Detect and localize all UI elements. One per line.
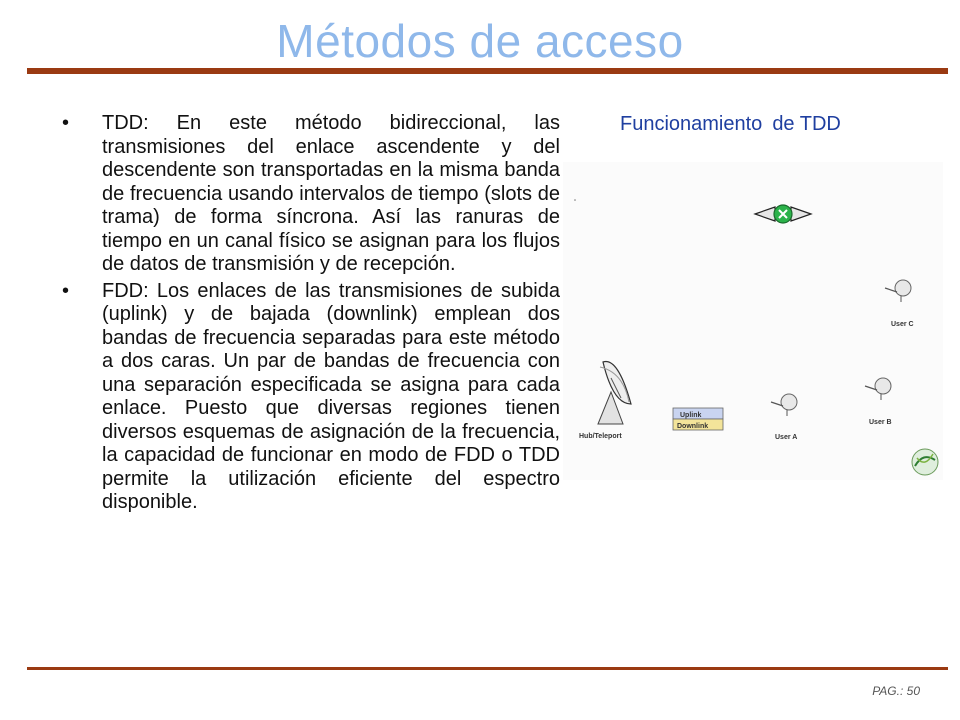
slide-title: Métodos de acceso	[276, 15, 684, 67]
figure-caption-b: de TDD	[772, 113, 841, 135]
user-a-dish-icon	[771, 394, 797, 416]
user-b-dish-icon	[865, 378, 891, 400]
user-c-dish-icon	[885, 280, 911, 302]
bullet-text-tdd: TDD: En este método bidireccional, las transmisiones del enlace ascendente y del descendente son transportadas en la misma banda de frecuencia usando intervalos de tiempo (slots de trama) de forma síncrona. Así las ranuras de tiempo en un canal físico se asignan para los flujos de datos de transmisión y de recepción.	[102, 112, 560, 275]
speck-mark	[574, 199, 576, 201]
bullet-marker: •	[62, 279, 70, 302]
user-a-label: User A	[775, 434, 798, 441]
hub-dish-icon	[598, 362, 631, 424]
logo-icon	[912, 449, 938, 475]
footer-divider	[27, 667, 948, 670]
title-divider	[27, 68, 948, 74]
page-number-value: 50	[906, 684, 920, 698]
page-prefix: PAG.:	[872, 684, 907, 698]
bullet-tdd	[60, 112, 560, 277]
bullet-list	[60, 112, 560, 518]
bullet-text-fdd: FDD: Los enlaces de las transmisiones de subida (uplink) y de bajada (downlink) emplean dos bandas de frecuencia separadas para este método a dos caras. Un par de bandas de frecuencia con una separación especificada se asigna para cada enlace. Puesto que diversas regiones tienen diversos esquemas de asignación de la frecuencia, la capacidad de funcionar en modo de FDD o TDD permite la utilización eficiente del espectro disponible.	[102, 279, 560, 513]
link-legend	[673, 408, 723, 430]
user-c-label: User C	[891, 321, 914, 328]
figure-caption	[620, 113, 841, 136]
bullet-fdd	[60, 280, 560, 515]
satellite-icon	[755, 205, 811, 223]
user-b-label: User B	[869, 419, 892, 426]
page-number	[872, 684, 920, 698]
hub-label: Hub/Teleport	[579, 433, 622, 440]
bullet-marker: •	[62, 112, 70, 134]
tdd-diagram	[563, 162, 943, 480]
uplink-label: Uplink	[680, 412, 702, 419]
downlink-label: Downlink	[677, 423, 709, 430]
figure-caption-a: Funcionamiento	[620, 113, 763, 135]
